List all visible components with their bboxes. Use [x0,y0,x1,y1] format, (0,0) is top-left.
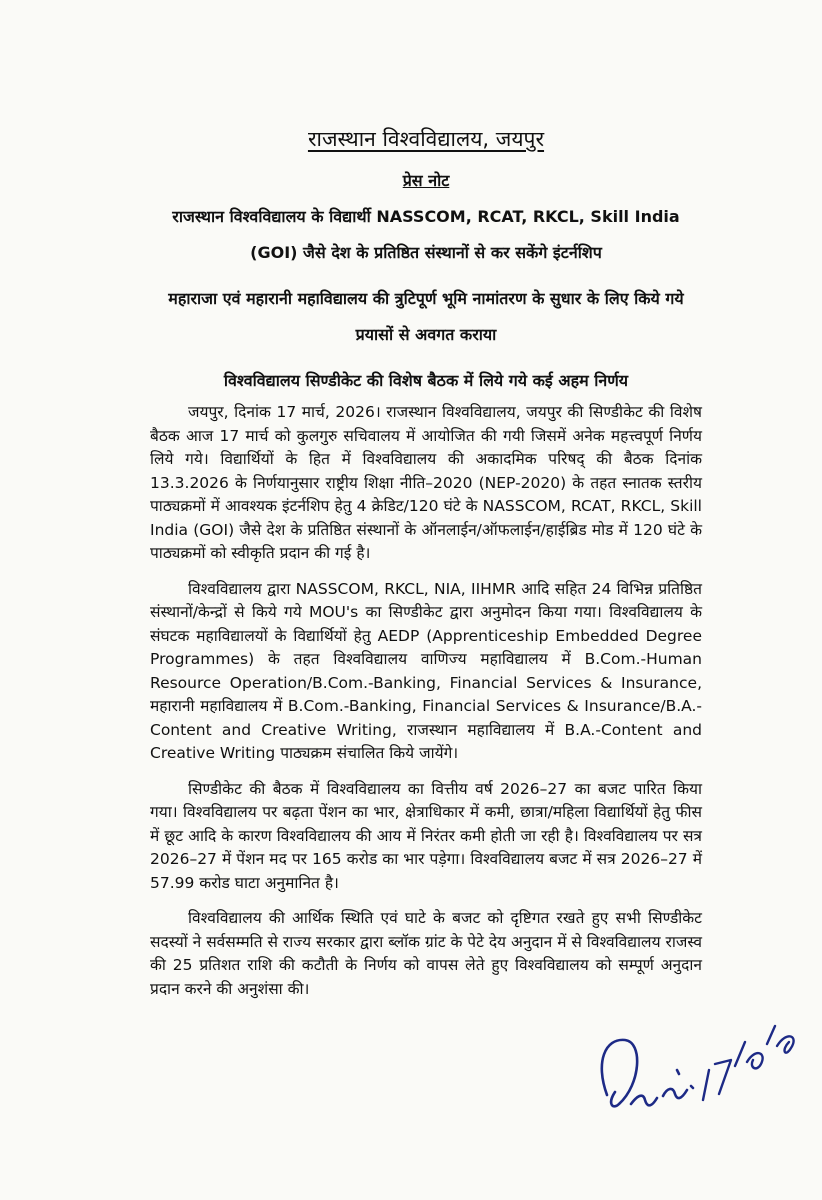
paragraph-mou-aedp: विश्वविद्यालय द्वारा NASSCOM, RKCL, NIA, IIHMR आदि सहित 24 विभिन्न प्रतिष्ठित संस्थानों/केन्द्रों से किये गये MOU's का सिण्डीकेट द्वारा अनुमोदन किया गया। विश्वविद्यालय के संघटक महाविद्यालयों के विद्यार्थियों हेतु AEDP (Apprenticeship Embedded Degree Programmes) के तहत विश्वविद्यालय वाणिज्य महाविद्यालय में B.Com.-Human Resource Operation/B.Com.-Banking, Financial Services & Insurance, महारानी महाविद्यालय में B.Com.-Banking, Financial Services & Insurance/B.A.-Content and Creative Writing, राजस्थान महाविद्यालय में B.A.-Content and Creative Writing पाठ्यक्रम संचालित किये जायेंगे। [150,579,702,762]
headline-syndicate-meeting: विश्वविद्यालय सिण्डीकेट की विशेष बैठक में लिये गये कई अहम निर्णय [223,371,629,390]
paragraph-grant-recommendation: विश्वविद्यालय की आर्थिक स्थिति एवं घाटे के बजट को दृष्टिगत रखते हुए सभी सिण्डीकेट सदस्यों ने सर्वसम्मति से राज्य सरकार द्वारा ब्लॉक ग्रांट के पेटे देय अनुदान में से विश्वविद्यालय राजस्व की 25 प्रतिशत राशि की कटौती के निर्णय को वापस लेते हुए विश्वविद्यालय को सम्पूर्ण अनुदान प्रदान करने की अनुशंसा की। [150,909,702,998]
paragraph-meeting-internship: जयपुर, दिनांक 17 मार्च, 2026। राजस्थान विश्वविद्यालय, जयपुर की सिण्डीकेट की विशेष बैठक आज 17 मार्च को कुलगुरु सचिवालय में आयोजित की गयी जिसमें अनेक महत्त्वपूर्ण निर्णय लिये गये। विद्यार्थियों के हित में विश्वविद्यालय की अकादमिक परिषद् की बैठक दिनांक 13.3.2026 के निर्णयानुसार राष्ट्रीय शिक्षा नीति–2020 (NEP-2020) के तहत स्नातक स्तरीय पाठ्यक्रमों में आवश्यक इंटर्नशिप हेतु 4 क्रेडिट/120 घंटे के NASSCOM, RCAT, RKCL, Skill India (GOI) जैसे देश के प्रतिष्ठित संस्थानों के ऑनलाईन/ऑफलाईन/हाईब्रिड मोड में 120 घंटे के पाठ्यक्रमों को स्वीकृति प्रदान की गई है। [150,403,702,562]
press-note-heading: प्रेस नोट [402,171,450,190]
document-body [150,125,702,1013]
headline-land-mutation: महाराजा एवं महारानी महाविद्यालय की त्रुटिपूर्ण भूमि नामांतरण के सुधार के लिए किये गये प्रयासों से अवगत कराया [168,289,684,344]
paragraph-budget: सिण्डीकेट की बैठक में विश्वविद्यालय का वित्तीय वर्ष 2026–27 का बजट पारित किया गया। विश्वविद्यालय पर बढ़ता पेंशन का भार, क्षेत्राधिकार में कमी, छात्रा/महिला विद्यार्थियों हेतु फीस में छूट आदि के कारण विश्वविद्यालय की आय में निरंतर कमी होती जा रही है। विश्वविद्यालय पर सत्र 2026–27 में पेंशन मद पर 165 करोड का भार पड़ेगा। विश्वविद्यालय बजट में सत्र 2026–27 में 57.99 करोड घाटा अनुमानित है। [150,779,702,892]
handwritten-signature [585,1000,805,1140]
university-title: राजस्थान विश्वविद्यालय, जयपुर [307,127,545,151]
headline-internship: राजस्थान विश्वविद्यालय के विद्यार्थी NASSCOM, RCAT, RKCL, Skill India (GOI) जैसे देश के प्रतिष्ठित संस्थानों से कर सकेंगे इंटर्नशिप [172,207,680,262]
